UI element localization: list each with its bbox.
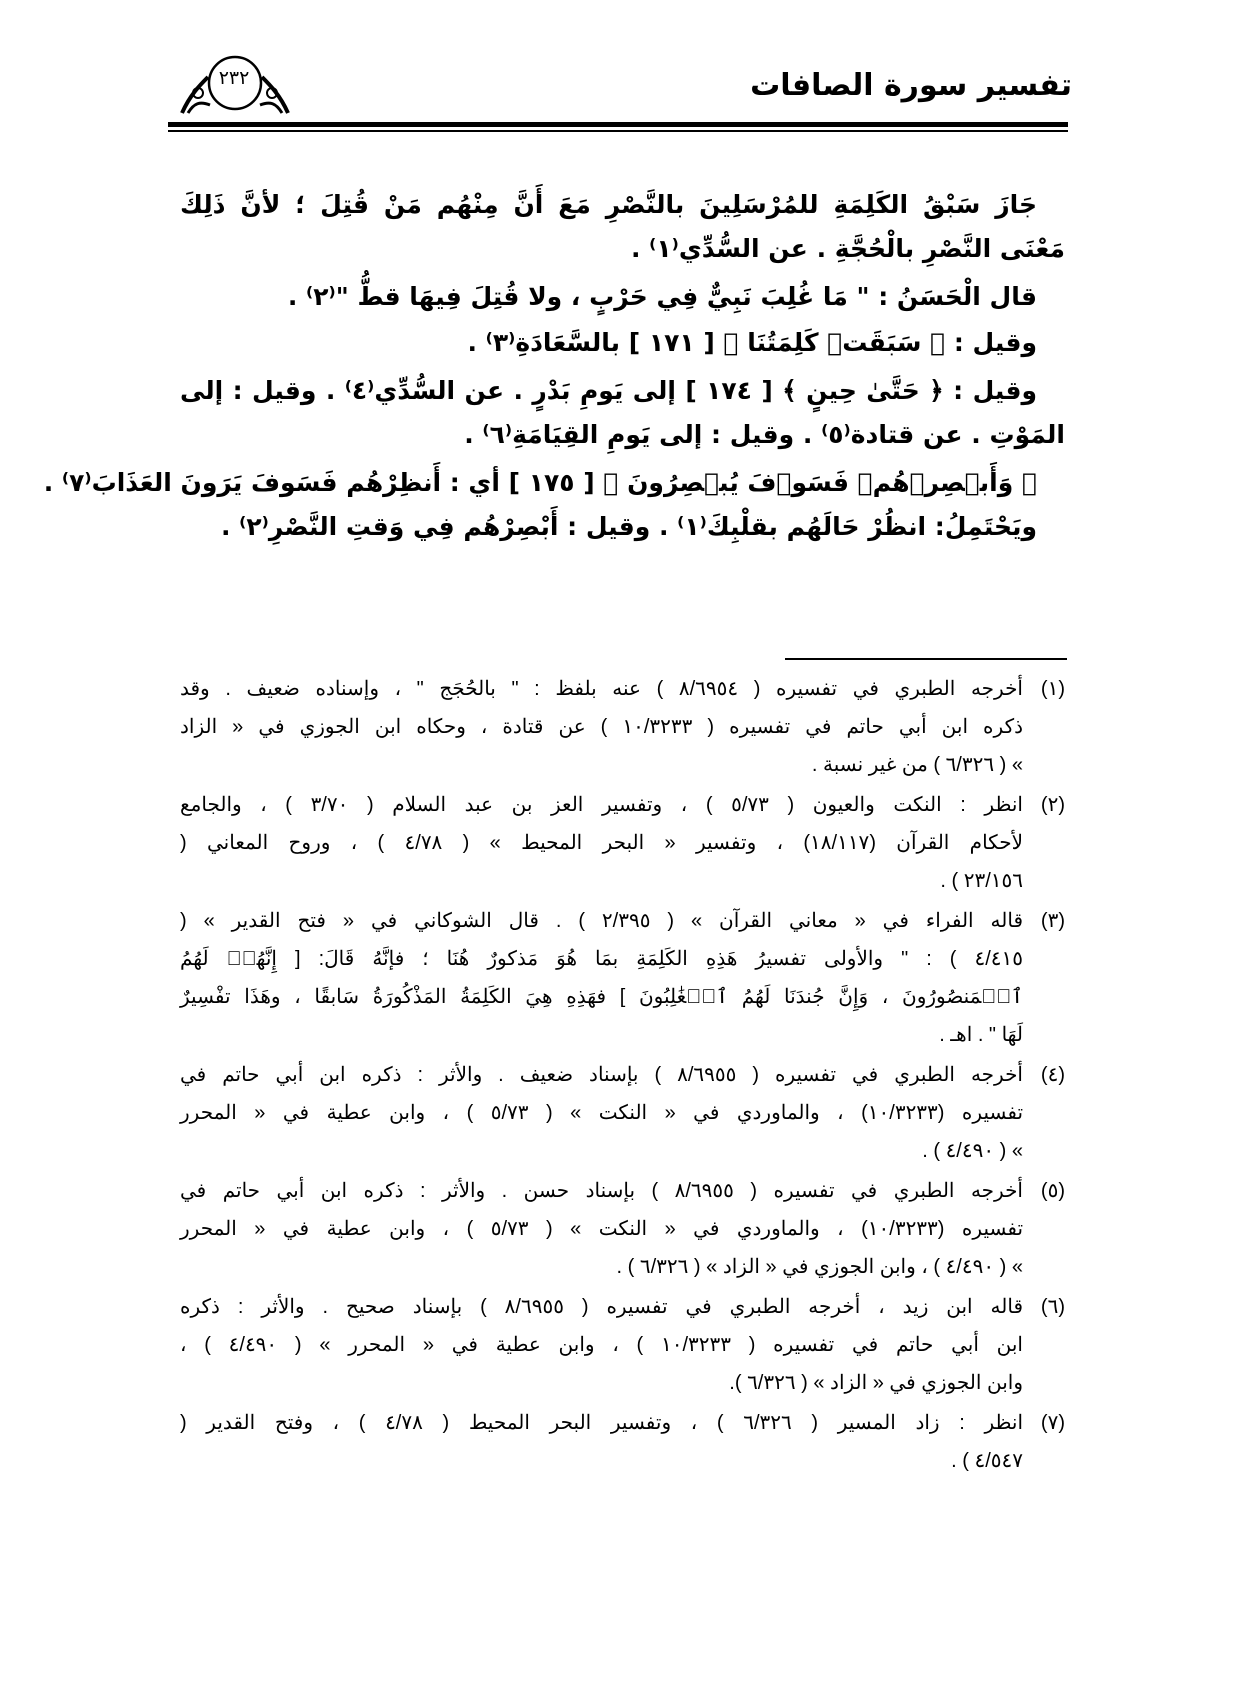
footnote-number: (٧)	[1040, 1412, 1065, 1434]
footnote-number: (١)	[1040, 678, 1065, 700]
header-rule-thin	[168, 130, 1068, 132]
footnote-line: ذكره ابن أبي حاتم في تفسيره ( ١٠/٣٢٣٣ ) عن قتادة ، وحكاه ابن الجوزي في « الزاد	[180, 716, 1024, 738]
text-line: المَوْتِ . عن قتادة⁽٥⁾ . وقيل : إلى يَومِ القِيَامَةِ⁽٦⁾ .	[464, 420, 1065, 449]
footnote-number: (٣)	[1040, 910, 1065, 932]
footnote-line: ٢٣/١٥٦ ) .	[940, 870, 1023, 892]
footnote-line: » ( ٤/٤٩٠ ) .	[922, 1140, 1023, 1162]
footnote-line: قاله ابن زيد ، أخرجه الطبري في تفسيره ( ٨/٦٩٥٥ ) بإسناد صحيح . والأثر : ذكره	[180, 1296, 1024, 1318]
footnote-line: ٤/٤١٥ ) : " والأولى تفسيرُ هَذِهِ الكَلِمَةِ بمَا هُوَ مَذكورٌ هُنَا ؛ فإنَّهُ قَالَ: [ إِنَّهُمۡ لَهُمُ	[180, 948, 1023, 970]
text-line: جَازَ سَبْقُ الكَلِمَةِ للمُرْسَلِينَ بالنَّصْرِ مَعَ أَنَّ مِنْهُم مَنْ قُتِلَ ؛ لأنَّ ذَلِكَ	[180, 190, 1037, 219]
footnote-line: » ( ٤/٤٩٠ ) ، وابن الجوزي في « الزاد » ( ٦/٣٢٦ ) .	[616, 1256, 1023, 1278]
text-line: وقيل : ﴿ حَتَّىٰ حِينٍ ﴾ [ ١٧٤ ] إلى يَومِ بَدْرٍ . عن السُّدِّي⁽٤⁾ . وقيل : إلى	[180, 376, 1037, 405]
footnote-line: أخرجه الطبري في تفسيره ( ٨/٦٩٥٥ ) بإسناد ضعيف . والأثر : ذكره ابن أبي حاتم في	[180, 1064, 1023, 1086]
footnote-number: (٥)	[1040, 1180, 1065, 1202]
text-line: ﴿ وَأَبۡصِرۡهُمۡ فَسَوۡفَ يُبۡصِرُونَ ﴾ [ ١٧٥ ] أي : أَنظِرْهُم فَسَوفَ يَرَونَ العَذَابَ⁽٧⁾ .	[43, 468, 1037, 497]
footnote-number: (٦)	[1040, 1296, 1065, 1318]
footnote-line: تفسيره (١٠/٣٢٣٣) ، والماوردي في « النكت » ( ٥/٧٣ ) ، وابن عطية في « المحرر	[180, 1218, 1024, 1240]
text-line: ويَحْتَمِلُ: انظُرْ حَالَهُم بقلْبِكَ⁽١⁾ . وقيل : أَبْصِرْهُم فِي وَقتِ النَّصْرِ⁽٢⁾ .	[220, 512, 1037, 541]
text-line: وقيل : ﴿ سَبَقَتۡ كَلِمَتُنَا ﴾ [ ١٧١ ] بالسَّعَادَةِ⁽٣⁾ .	[467, 328, 1037, 357]
footnote-separator	[785, 658, 1067, 660]
footnote-number: (٤)	[1040, 1064, 1065, 1086]
footnote-line: وابن الجوزي في « الزاد » ( ٦/٣٢٦ ).	[729, 1372, 1023, 1394]
footnote-number: (٢)	[1040, 794, 1065, 816]
footnote-line: انظر : النكت والعيون ( ٥/٧٣ ) ، وتفسير العز بن عبد السلام ( ٣/٧٠ ) ، والجامع	[180, 794, 1023, 816]
page-number: ٢٣٢	[218, 67, 250, 89]
header-rule	[168, 122, 1068, 127]
footnote-line: لأحكام القرآن (١٨/١١٧) ، وتفسير « البحر المحيط » ( ٤/٧٨ ) ، وروح المعاني (	[180, 832, 1023, 854]
running-title: تفسير سورة الصافات	[750, 68, 1072, 103]
footnote-line: » ( ٦/٣٢٦ ) من غير نسبة .	[811, 754, 1023, 776]
text-line: مَعْنَى النَّصْرِ بالْحُجَّةِ . عن السُّدِّي⁽١⁾ .	[630, 234, 1065, 263]
footnote-line: أخرجه الطبري في تفسيره ( ٨/٦٩٥٥ ) بإسناد حسن . والأثر : ذكره ابن أبي حاتم في	[180, 1180, 1023, 1202]
text-line: قال الْحَسَنُ : " مَا غُلِبَ نَبِيٌّ فِي حَرْبٍ ، ولا قُتِلَ فِيهَا قطُّ "⁽٢⁾ .	[287, 282, 1037, 311]
footnote-line: ابن أبي حاتم في تفسيره ( ١٠/٣٢٣٣ ) ، وابن عطية في « المحرر » ( ٤/٤٩٠ ) ،	[180, 1334, 1023, 1356]
footnote-line: ٱلۡمَنصُورُونَ ، وَإِنَّ جُندَنَا لَهُمُ ٱلۡغَٰلِبُونَ ] فهَذِهِ هِيَ الكَلِمَةُ المَذْكُورَةُ سَابقًا ، وهَذَا تفْسِيرٌ	[180, 986, 1023, 1008]
footnote-line: انظر : زاد المسير ( ٦/٣٢٦ ) ، وتفسير البحر المحيط ( ٤/٧٨ ) ، وفتح القدير (	[180, 1412, 1024, 1434]
footnote-line: قاله الفراء في « معاني القرآن » ( ٢/٣٩٥ ) . قال الشوكاني في « فتح القدير » (	[180, 910, 1023, 932]
footnote-line: أخرجه الطبري في تفسيره ( ٨/٦٩٥٤ ) عنه بلفظ : " بالحُجَج " ، وإسناده ضعيف . وقد	[180, 678, 1023, 700]
footnote-line: تفسيره (١٠/٣٢٣٣) ، والماوردي في « النكت » ( ٥/٧٣ ) ، وابن عطية في « المحرر	[180, 1102, 1024, 1124]
footnote-line: لَهَا " . اهـ .	[939, 1024, 1023, 1046]
footnote-line: ٤/٥٤٧ ) .	[951, 1450, 1023, 1472]
